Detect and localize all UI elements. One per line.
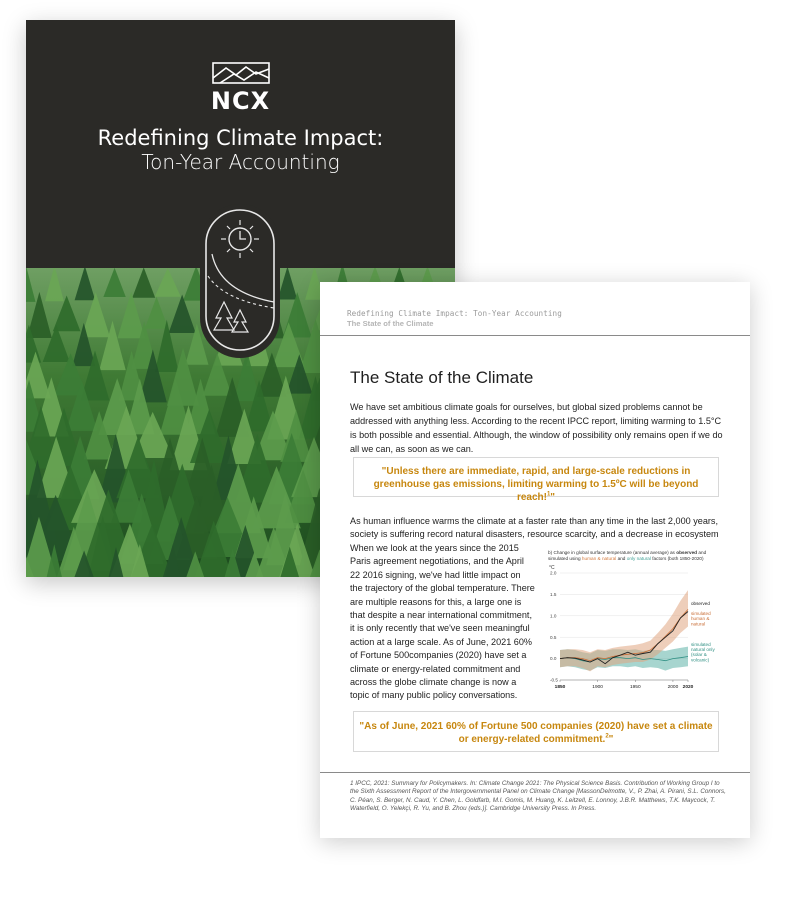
x-tick-label: 2020 [682,685,694,690]
y-tick-label: 0.5 [550,634,557,640]
legend-natural-only: (solar & [691,652,707,658]
footnote-marker: 2 [605,733,609,740]
pull-quote-fortune [353,711,719,752]
y-tick-label: -0.5 [550,677,558,683]
pull-quote-ipcc [353,457,719,503]
x-tick-label: 1850 [554,685,566,690]
ncx-mountain-logo-icon [212,62,270,84]
header-divider [320,335,750,336]
chart-unit-label: °C [549,565,555,571]
legend-human-natural: human & [691,616,710,622]
logo-text: NCX [210,87,271,115]
intro-paragraph: We have set ambitious climate goals for ourselves, but global sized problems cannot be addressed with anything less. According to the recent IPCC report, limiting warming to 1.5°C is both possible and essential. Although, the window of possibility only remains open if we do all we can, as soon as we can. [350,402,723,454]
legend-human-natural: simulated [691,610,711,616]
pull-quote-text: "Unless there are immediate, rapid, and large-scale reductions in greenhouse gas emissions, limiting warming to 1.5ºC will be beyond reach! [373,466,699,503]
y-tick-label: 1.0 [550,613,557,619]
figure-caption-line-2: simulated using human & natural and only natural factors (both 1850-2020) [548,556,704,561]
y-tick-label: 1.5 [550,592,557,597]
pull-quote-close: " [550,492,556,503]
pull-quote-close: " [608,734,614,745]
x-tick-label: 1900 [592,685,603,690]
y-tick-label: 0.0 [550,656,557,662]
legend-human-natural: natural [691,621,706,627]
legend-natural-only: natural only [691,646,715,652]
running-header-section: The State of the Climate [347,319,434,328]
footnote: 1 IPCC, 2021: Summary for Policymakers. In: Climate Change 2021: The Physical Science Basis. Contribution of Working Group I to the Sixth Assessment Report of the Intergovernmental Panel on Climate Change [MassonDelmotte, V., P. Zhai, A. Pirani, S.L. Connors, C. Péan, S. Berger, N. Caud, Y. Chen, L. Goldfarb, M.I. Gomis, M. Huang, K. Leitzell, E. Lonnoy, J.B.R. Matthews, T.K. Maycock, T. Waterfield, O. Yelekçi, R. Yu, and B. Zhou (eds.)]. Cambridge University Press. In Press. [350,780,726,813]
footnote-divider [320,772,750,773]
report-page [320,282,750,838]
y-tick-label: 2.0 [550,570,557,576]
legend-observed: observed [691,601,710,607]
body-paragraph: As human influence warms the climate at a faster rate than any time in the last 2,000 years, society is suffering record natural disasters, resource scarcity, and a decrease in ecosystem [350,516,719,540]
temperature-chart [548,548,728,698]
pull-quote-text: "As of June, 2021 60% of Fortune 500 companies (2020) have set a climate or energy-related commitment. [359,721,713,745]
x-tick-label: 2000 [667,685,679,690]
figure-caption-line-1: b) Change in global surface temperature (annual average) as observed and [548,550,707,555]
sun-clock-forest-badge-icon [194,194,286,358]
body-column-paragraph: When we look at the years since the 2015 Paris agreement negotiations, and the April 22 2016 signing, we've had little impact on the trajectory of the global temperature. There are multiple reasons for this, a large one is that despite a near international commitment, it is only recently that we've seen meaningful action at a large scale. As of June, 2021 60% of Fortune 500companies (2020) have set a climate or energy-related commitment and across the globe climate change is now a topic of many public policy conversations. [350,543,535,701]
x-tick-label: 1950 [629,685,641,690]
section-title: The State of the Climate [350,368,534,387]
footnote-marker: 1 [546,491,551,498]
legend-natural-only: simulated [691,641,711,647]
cover-title: Redefining Climate Impact: [97,126,384,150]
ncx-logo [26,62,455,115]
legend-natural-only: volcanic) [691,657,710,663]
cover-subtitle: Ton-Year Accounting [141,150,340,174]
running-header-title: Redefining Climate Impact: Ton-Year Accounting [347,309,562,318]
